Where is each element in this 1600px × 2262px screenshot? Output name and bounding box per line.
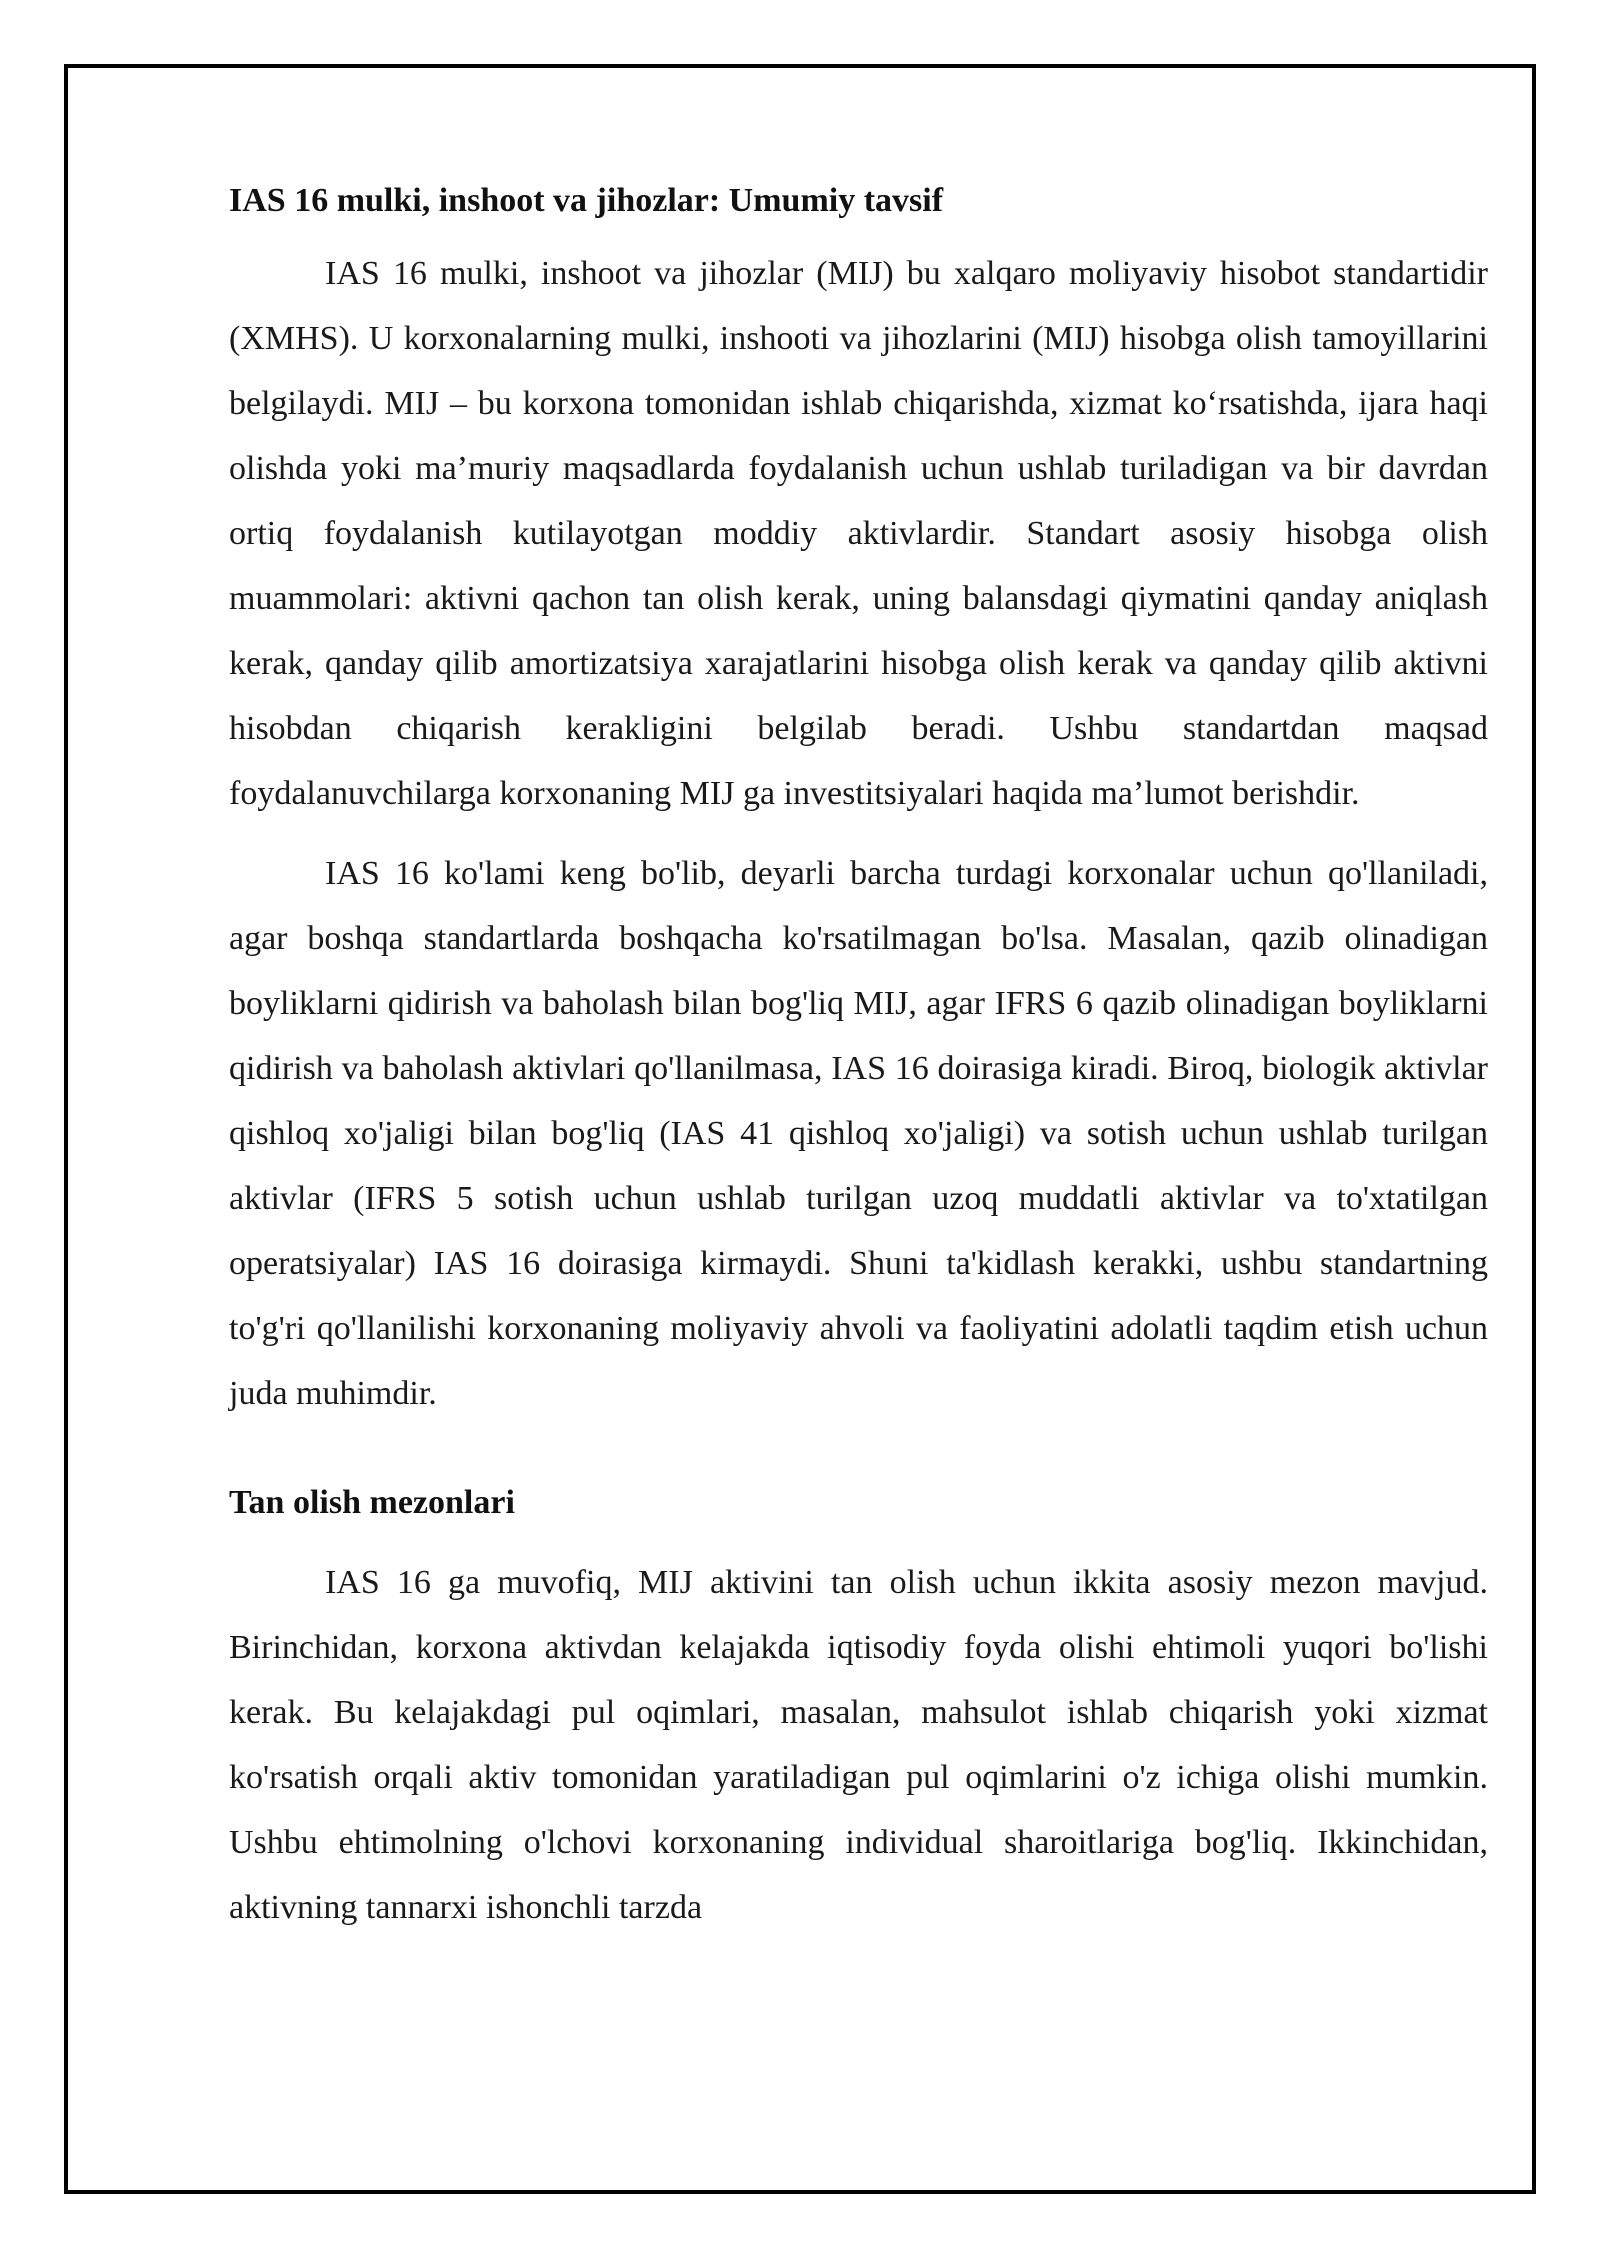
section-heading-overview: IAS 16 mulki, inshoot va jihozlar: Umumiy tavsif — [229, 182, 944, 219]
paragraph-overview-intro: IAS 16 mulki, inshoot va jihozlar (MIJ) bu xalqaro moliyaviy hisobot standartidir (XMHS). U korxonalarning mulki, inshooti va jihozlarini (MIJ) hisobga olish tamoyillarini belgilaydi. MIJ – bu korxona tomonidan ishlab chiqarishda, xizmat ko‘rsatishda, ijara haqi olishda yoki ma’muriy maqsadlarda foydalanish uchun ushlab turiladigan va bir davrdan ortiq foydalanish kutilayotgan moddiy aktivlardir. Standart asosiy hisobga olish muammolari: aktivni qachon tan olish kerak, uning balansdagi qiymatini qanday aniqlash kerak, qanday qilib amortizatsiya xarajatlarini hisobga olish kerak va qanday qilib aktivni hisobdan chiqarish kerakligini belgilab beradi. Ushbu standartdan maqsad foydalanuvchilarga korxonaning MIJ ga investitsiyalari haqida ma’lumot berishdir. — [229, 255, 1488, 812]
paragraph-recognition-criteria: IAS 16 ga muvofiq, MIJ aktivini tan olish uchun ikkita asosiy mezon mavjud. Birinchidan, korxona aktivdan kelajakda iqtisodiy foyda olishi ehtimoli yuqori bo'lishi kerak. Bu kelajakdagi pul oqimlari, masalan, mahsulot ishlab chiqarish yoki xizmat ko'rsatish orqali aktiv tomonidan yaratiladigan pul oqimlarini o'z ichiga olishi mumkin. Ushbu ehtimolning o'lchovi korxonaning individual sharoitlariga bog'liq. Ikkinchidan, aktivning tannarxi ishonchli tarzda — [229, 1564, 1488, 1926]
section-heading-recognition-criteria: Tan olish mezonlari — [229, 1484, 515, 1521]
document-body — [229, 168, 1488, 1940]
paragraph-overview-scope: IAS 16 ko'lami keng bo'lib, deyarli barcha turdagi korxonalar uchun qo'llaniladi, agar boshqa standartlarda boshqacha ko'rsatilmagan bo'lsa. Masalan, qazib olinadigan boyliklarni qidirish va baholash bilan bog'liq MIJ, agar IFRS 6 qazib olinadigan boyliklarni qidirish va baholash aktivlari qo'llanilmasa, IAS 16 doirasiga kiradi. Biroq, biologik aktivlar qishloq xo'jaligi bilan bog'liq (IAS 41 qishloq xo'jaligi) va sotish uchun ushlab turilgan aktivlar (IFRS 5 sotish uchun ushlab turilgan uzoq muddatli aktivlar va to'xtatilgan operatsiyalar) IAS 16 doirasiga kirmaydi. Shuni ta'kidlash kerakki, ushbu standartning to'g'ri qo'llanilishi korxonaning moliyaviy ahvoli va faoliyatini adolatli taqdim etish uchun juda muhimdir. — [229, 855, 1488, 1412]
